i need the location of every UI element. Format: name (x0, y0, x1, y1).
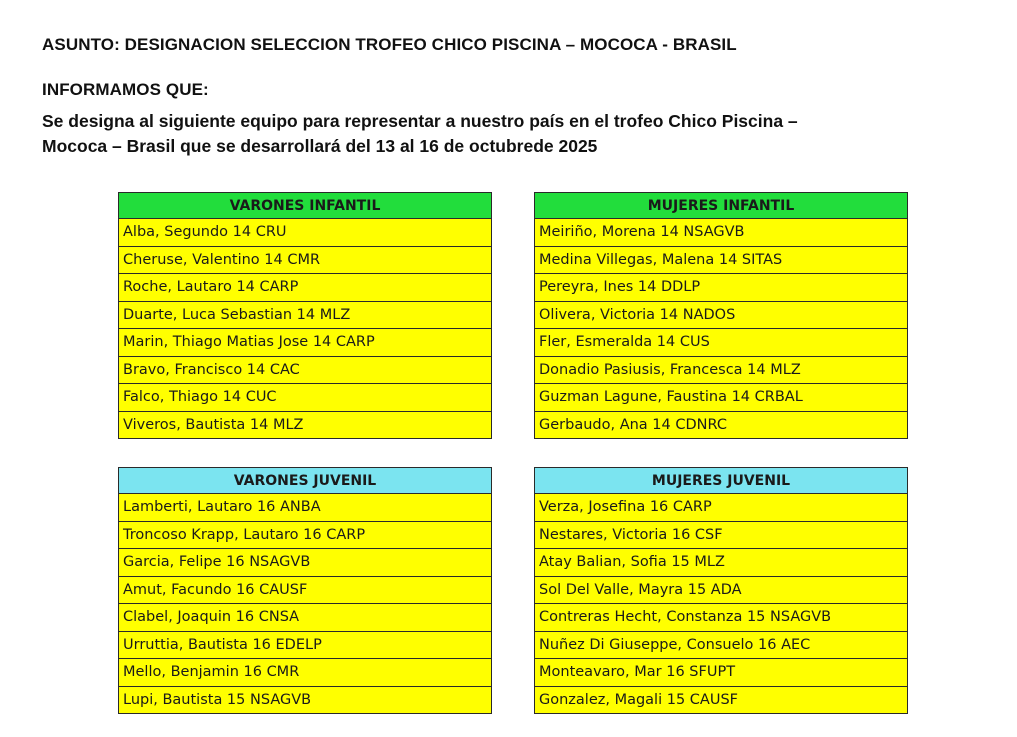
team-member: Atay Balian, Sofia 15 MLZ (535, 549, 908, 577)
team-member: Lamberti, Lautaro 16 ANBA (119, 494, 492, 522)
subject-line: ASUNTO: DESIGNACION SELECCION TROFEO CHICO PISCINA – MOCOCA - BRASIL (42, 35, 737, 54)
team-member: Falco, Thiago 14 CUC (119, 384, 492, 412)
team-table-varones-infantil (118, 192, 492, 439)
team-member: Bravo, Francisco 14 CAC (119, 356, 492, 384)
team-member: Fler, Esmeralda 14 CUS (535, 329, 908, 357)
team-title: MUJERES INFANTIL (535, 193, 908, 219)
team-member: Meiriño, Morena 14 NSAGVB (535, 219, 908, 247)
team-member: Medina Villegas, Malena 14 SITAS (535, 246, 908, 274)
team-table-varones-juvenil (118, 467, 492, 714)
team-title: VARONES INFANTIL (119, 193, 492, 219)
team-member: Nestares, Victoria 16 CSF (535, 521, 908, 549)
team-member: Monteavaro, Mar 16 SFUPT (535, 659, 908, 687)
team-member: Alba, Segundo 14 CRU (119, 219, 492, 247)
team-member: Nuñez Di Giuseppe, Consuelo 16 AEC (535, 631, 908, 659)
team-member: Gonzalez, Magali 15 CAUSF (535, 686, 908, 714)
team-member: Guzman Lagune, Faustina 14 CRBAL (535, 384, 908, 412)
team-member: Donadio Pasiusis, Francesca 14 MLZ (535, 356, 908, 384)
team-member: Gerbaudo, Ana 14 CDNRC (535, 411, 908, 439)
team-member: Contreras Hecht, Constanza 15 NSAGVB (535, 604, 908, 632)
team-member: Amut, Facundo 16 CAUSF (119, 576, 492, 604)
team-table-mujeres-infantil (534, 192, 908, 439)
inform-heading: INFORMAMOS QUE: (42, 80, 209, 99)
team-member: Marin, Thiago Matias Jose 14 CARP (119, 329, 492, 357)
team-title: MUJERES JUVENIL (535, 468, 908, 494)
team-member: Sol Del Valle, Mayra 15 ADA (535, 576, 908, 604)
team-member: Garcia, Felipe 16 NSAGVB (119, 549, 492, 577)
team-member: Lupi, Bautista 15 NSAGVB (119, 686, 492, 714)
team-member: Pereyra, Ines 14 DDLP (535, 274, 908, 302)
team-member: Duarte, Luca Sebastian 14 MLZ (119, 301, 492, 329)
team-member: Clabel, Joaquin 16 CNSA (119, 604, 492, 632)
team-member: Olivera, Victoria 14 NADOS (535, 301, 908, 329)
body-line-1: Se designa al siguiente equipo para representar a nuestro país en el trofeo Chico Piscina – (42, 111, 798, 131)
team-member: Mello, Benjamin 16 CMR (119, 659, 492, 687)
team-title: VARONES JUVENIL (119, 468, 492, 494)
team-member: Verza, Josefina 16 CARP (535, 494, 908, 522)
team-member: Urruttia, Bautista 16 EDELP (119, 631, 492, 659)
team-member: Cheruse, Valentino 14 CMR (119, 246, 492, 274)
team-member: Troncoso Krapp, Lautaro 16 CARP (119, 521, 492, 549)
body-line-2: Mococa – Brasil que se desarrollará del 13 al 16 de octubrede 2025 (42, 136, 598, 156)
team-table-mujeres-juvenil (534, 467, 908, 714)
team-member: Roche, Lautaro 14 CARP (119, 274, 492, 302)
team-member: Viveros, Bautista 14 MLZ (119, 411, 492, 439)
